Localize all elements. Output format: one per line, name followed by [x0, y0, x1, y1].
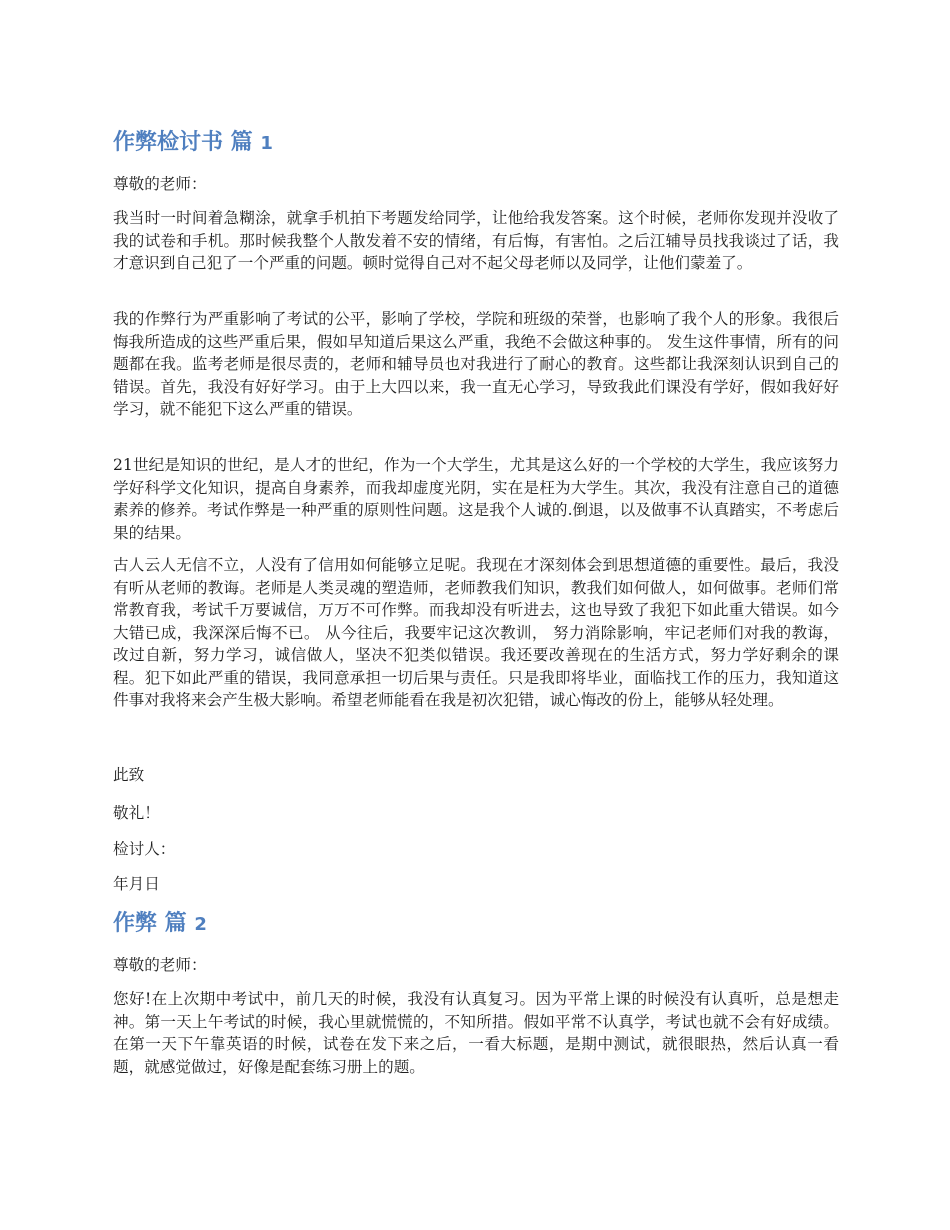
section-1-paragraph-2: 我的作弊行为严重影响了考试的公平，影响了学校，学院和班级的荣誉，也影响了我个人的形象。我很后悔我所造成的这些严重后果，假如早知道后果这么严重，我绝不会做这种事的。 发生这件事情，所有的问题都在我。监考老师是很尽责的，老师和辅导员也对我进行了耐心的教育。这些都让我深刻认识到自己的错误。首先，我没有好好学习。由于上大四以来，我一直无心学习，导致我此们课没有学好，假如我好好学习，就不能犯下这么严重的错误。 [113, 310, 839, 418]
signer-label: 检讨人： [113, 840, 176, 858]
section-2-title: 作弊 篇 [113, 911, 187, 936]
section-1-paragraph-1: 我当时一时间着急糊涂，就拿手机拍下考题发给同学，让他给我发答案。这个时候，老师你发现并没收了我的试卷和手机。那时候我整个人散发着不安的情绪，有后悔，有害怕。之后江辅导员找我谈过了话，我才意识到自己犯了一个严重的问题。顿时觉得自己对不起父母老师以及同学，让他们蒙羞了。 [113, 209, 839, 272]
section-1-paragraph-4: 古人云人无信不立，人没有了信用如何能够立足呢。我现在才深刻体会到思想道德的重要性。最后，我没有听从老师的教诲。老师是人类灵魂的塑造师，老师教我们知识，教我们如何做人，如何做事。老师们常常教育我，考试千万要诚信，万万不可作弊。而我却没有听进去，这也导致了我犯下如此重大错误。如今大错已成，我深深后悔不已。 从今往后，我要牢记这次教训， 努力消除影响，牢记老师们对我的教诲，改过自新，努力学习，诚信做人，坚决不犯类似错误。我还要改善现在的生活方式，努力学好剩余的课程。犯下如此严重的错误，我同意承担一切后果与责任。只是我即将毕业，面临找工作的压力，我知道这件事对我将来会产生极大影响。希望老师能看在我是初次犯错，诚心悔改的份上，能够从轻处理。 [113, 556, 839, 709]
closing-line-1: 此致 [113, 766, 145, 784]
section-2-salutation: 尊敬的老师： [113, 956, 207, 974]
section-2-paragraph-1: 您好!在上次期中考试中，前几天的时候，我没有认真复习。因为平常上课的时候没有认真听，总是想走神。第一天上午考试的时候，我心里就慌慌的，不知所措。假如平常不认真学，考试也就不会有好成绩。在第一天下午靠英语的时候，试卷在发下来之后，一看大标题，是期中测试，就很眼热，然后认真一看题，就感觉做过，好像是配套练习册上的题。 [113, 990, 839, 1076]
section-1-salutation: 尊敬的老师： [113, 175, 207, 193]
section-1-heading [113, 129, 273, 158]
date-label: 年月日 [113, 875, 160, 893]
section-2-heading [113, 910, 207, 939]
section-1-title: 作弊检讨书 篇 [113, 130, 253, 155]
closing-line-2: 敬礼！ [113, 804, 160, 822]
section-2-number: 2 [194, 914, 207, 935]
section-1-number: 1 [260, 133, 273, 154]
section-1-paragraph-3: 21世纪是知识的世纪，是人才的世纪，作为一个大学生，尤其是这么好的一个学校的大学生，我应该努力学好科学文化知识，提高自身素养，而我却虚度光阴，实在是枉为大学生。其次，我没有注意自己的道德素养的修养。考试作弊是一种严重的原则性问题。这是我个人诚的.倒退，以及做事不认真踏实，不考虑后果的结果。 [113, 456, 839, 542]
